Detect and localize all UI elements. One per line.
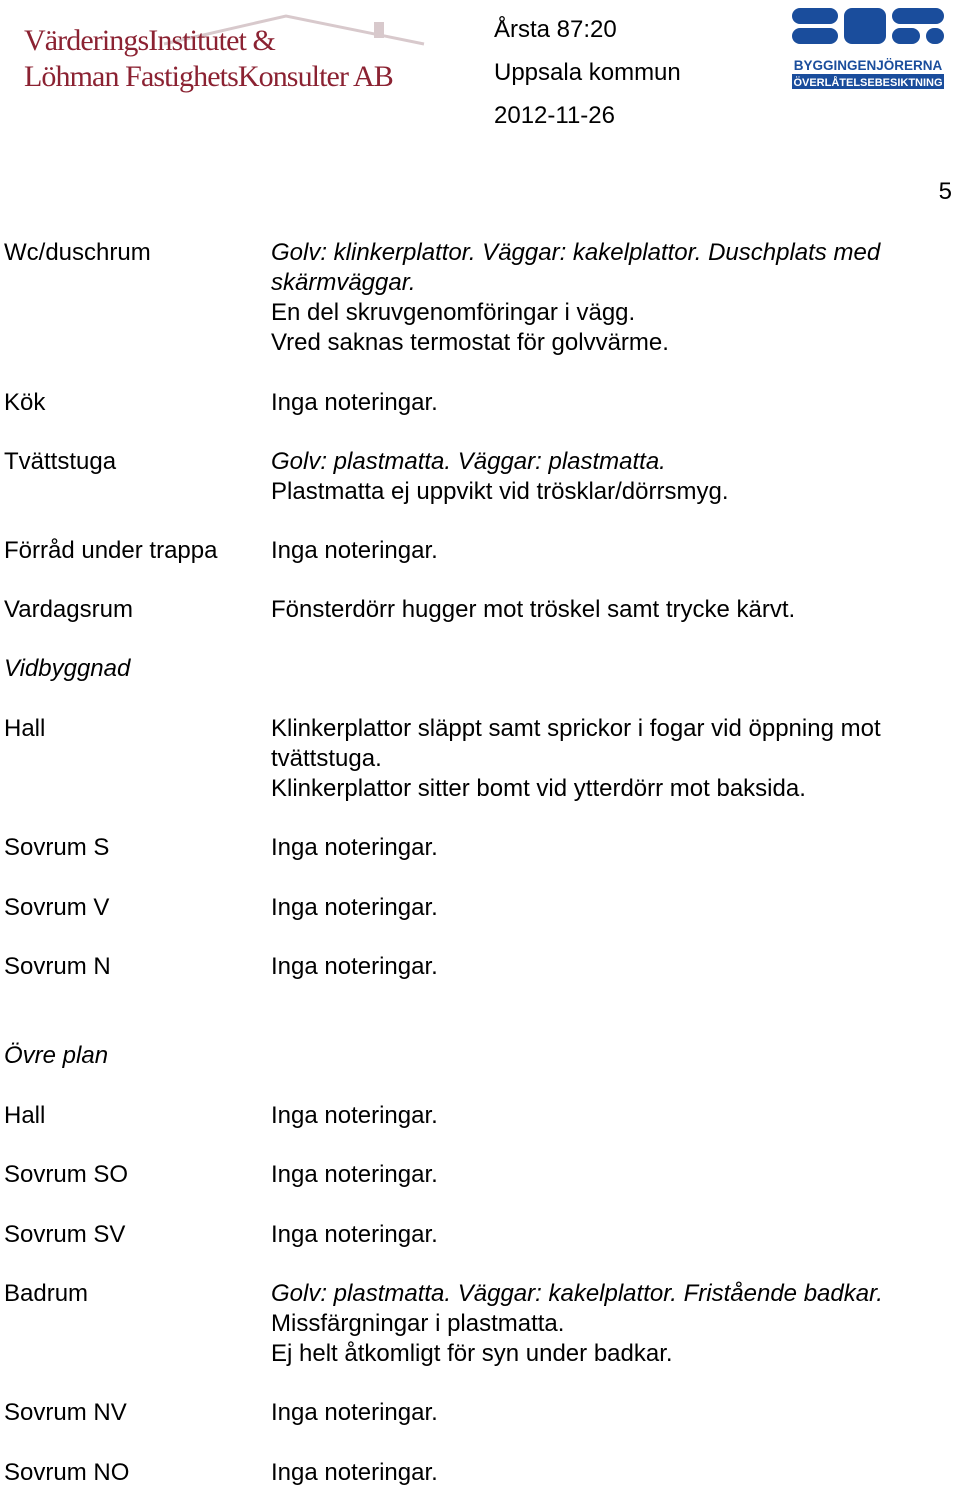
room-note-text: Golv: plastmatta. Väggar: plastmatta. — [271, 448, 666, 475]
page-number: 5 — [938, 178, 952, 205]
property-info — [494, 8, 681, 137]
sbr-line2: ÖVERLÅTELSEBESIKTNING — [793, 77, 943, 89]
sbr-line1: BYGGINGENJÖRERNA — [793, 58, 943, 73]
room-note-text: Golv: plastmatta. Väggar: kakelplattor. Fristående badkar. — [271, 1280, 883, 1307]
room-name: Förråd under trappa — [4, 537, 218, 564]
room-note-text: Inga noteringar. — [271, 834, 438, 861]
section-heading-ovre-plan: Övre plan — [4, 1042, 109, 1069]
room-note-text: Inga noteringar. — [271, 1102, 438, 1129]
company-logo — [14, 10, 454, 102]
room-note-text: Plastmatta ej uppvikt vid trösklar/dörrsmyg. — [271, 478, 729, 505]
room-note-text: Golv: klinkerplattor. Väggar: kakelplattor. Duschplats med — [271, 239, 881, 266]
room-note-text: Inga noteringar. — [271, 1399, 438, 1426]
room-note — [271, 595, 795, 625]
room-note-text: Fönsterdörr hugger mot tröskel samt trycke kärvt. — [271, 596, 796, 623]
room-note — [271, 1160, 438, 1190]
room-note-text: Inga noteringar. — [271, 953, 438, 980]
room-note-text: Inga noteringar. — [271, 1459, 438, 1486]
room-name: Sovrum NV — [4, 1399, 127, 1426]
room-note — [271, 1309, 564, 1339]
room-note-text: Klinkerplattor sitter bomt vid ytterdörr mot baksida. — [271, 775, 806, 802]
room-note — [271, 1339, 673, 1369]
room-note — [271, 536, 438, 566]
room-name: Sovrum NO — [4, 1459, 130, 1486]
room-name: Sovrum SV — [4, 1221, 126, 1248]
room-name: Kök — [4, 389, 46, 416]
sbr-logo — [788, 6, 948, 90]
room-note-text: Inga noteringar. — [271, 894, 438, 921]
room-note — [271, 447, 666, 477]
room-note-text: Inga noteringar. — [271, 389, 438, 416]
room-note-text: Inga noteringar. — [271, 1161, 438, 1188]
room-note — [271, 328, 669, 358]
room-note — [271, 388, 438, 418]
room-note-text: Inga noteringar. — [271, 1221, 438, 1248]
property-designation: Årsta 87:20 — [494, 16, 617, 43]
room-note — [271, 238, 880, 268]
room-note-text: Inga noteringar. — [271, 537, 438, 564]
room-note — [271, 774, 806, 804]
room-note — [271, 952, 438, 982]
room-note-text: skärmväggar. — [271, 269, 416, 296]
inspection-date: 2012-11-26 — [494, 102, 615, 129]
company-name-line2: Löhman FastighetsKonsulter AB — [24, 60, 393, 93]
room-note-text: Vred saknas termostat för golvvärme. — [271, 329, 669, 356]
company-name-line1: VärderingsInstitutet & — [24, 24, 275, 57]
room-name: Sovrum N — [4, 953, 111, 980]
room-note — [271, 1279, 883, 1309]
room-name: Hall — [4, 1102, 46, 1129]
room-note — [271, 298, 635, 328]
room-name: Sovrum S — [4, 834, 110, 861]
room-note — [271, 268, 416, 298]
room-note — [271, 477, 729, 507]
room-note-text: Ej helt åtkomligt för syn under badkar. — [271, 1340, 673, 1367]
room-name: Hall — [4, 715, 46, 742]
room-note-text: Missfärgningar i plastmatta. — [271, 1310, 565, 1337]
room-note — [271, 1220, 438, 1250]
room-note — [271, 744, 382, 774]
room-note — [271, 833, 438, 863]
room-name: Vardagsrum — [4, 596, 133, 623]
room-name: Wc/duschrum — [4, 239, 151, 266]
room-note — [271, 893, 438, 923]
room-note — [271, 1101, 438, 1131]
room-note — [271, 714, 881, 744]
room-name: Sovrum SO — [4, 1161, 129, 1188]
room-note-text: tvättstuga. — [271, 745, 382, 772]
municipality: Uppsala kommun — [494, 59, 681, 86]
room-note-text: En del skruvgenomföringar i vägg. — [271, 299, 636, 326]
section-heading-vidbyggnad: Vidbyggnad — [4, 655, 131, 682]
room-note-text: Klinkerplattor släppt samt sprickor i fogar vid öppning mot — [271, 715, 881, 742]
room-name: Badrum — [4, 1280, 89, 1307]
room-note — [271, 1458, 438, 1488]
room-name: Sovrum V — [4, 894, 110, 921]
room-note — [271, 1398, 438, 1428]
room-name: Tvättstuga — [4, 448, 117, 475]
